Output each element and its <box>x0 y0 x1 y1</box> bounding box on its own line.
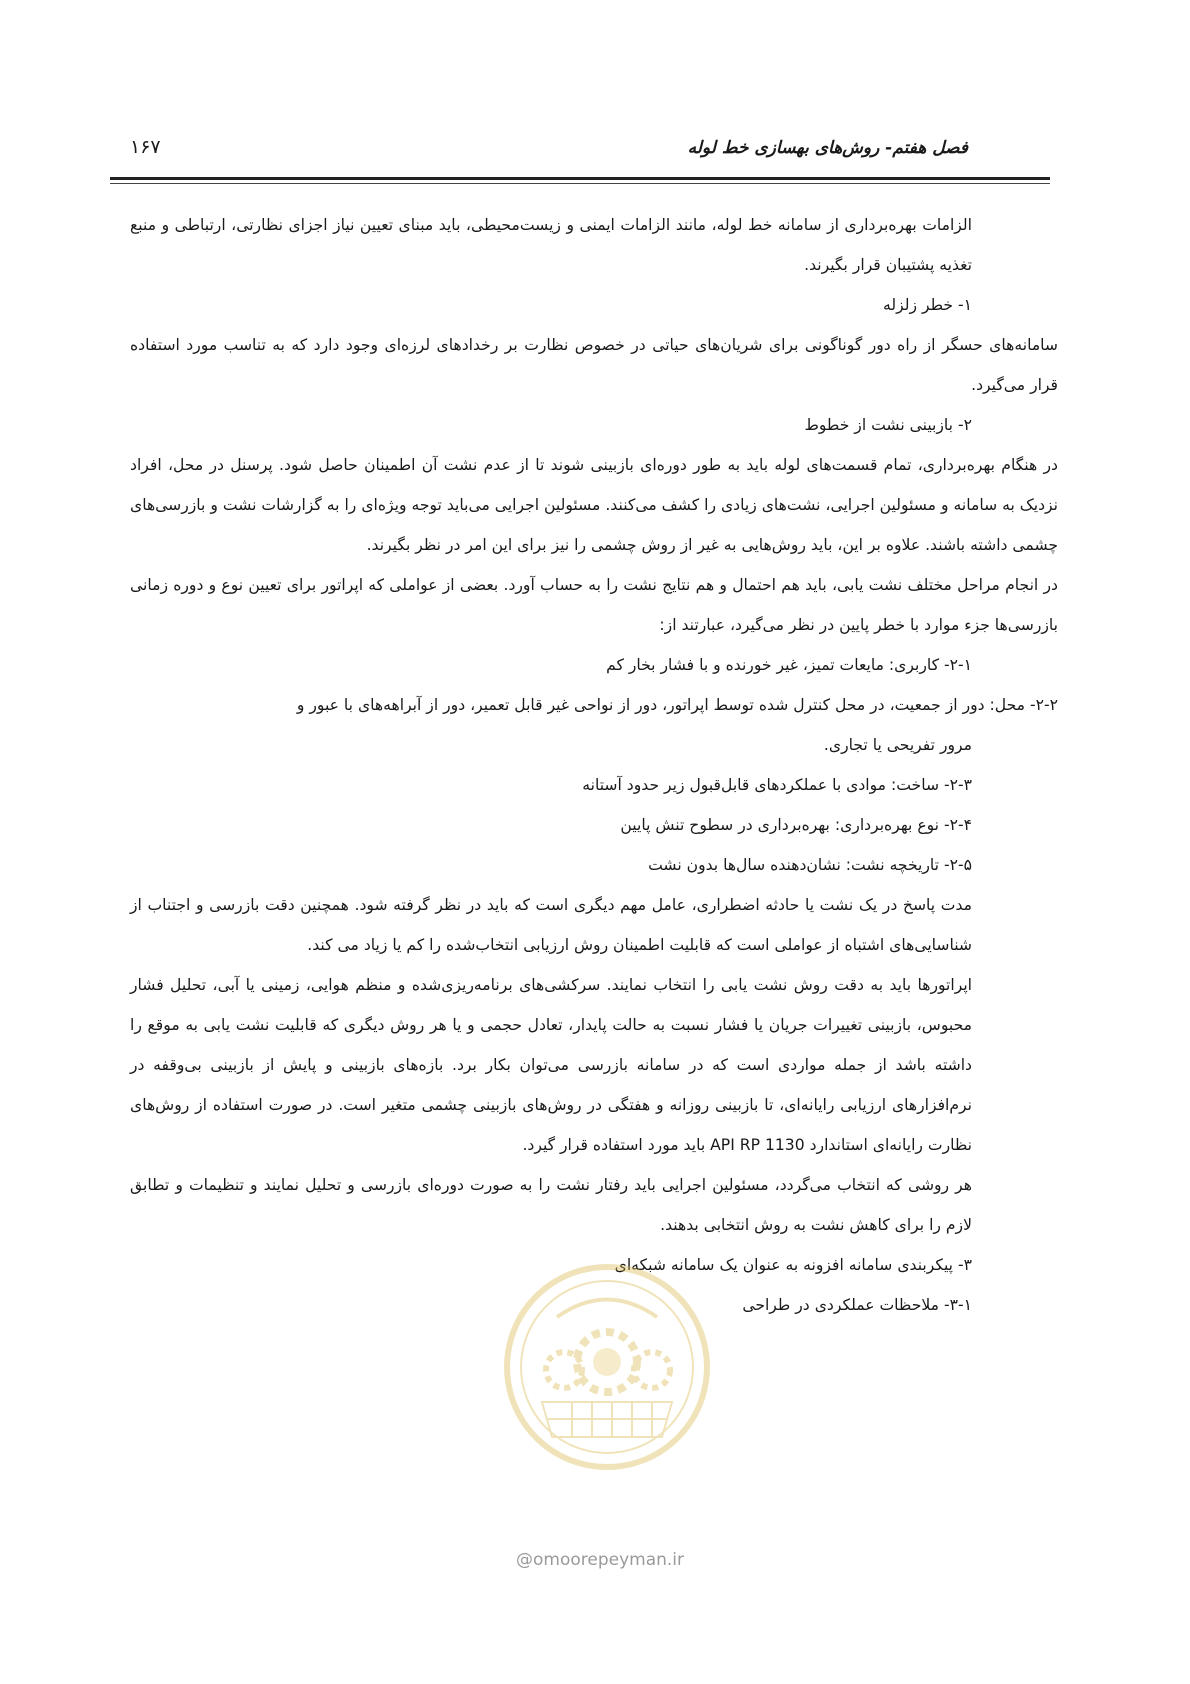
list-item-location: ۲-۲- محل: دور از جمعیت، در محل کنترل شده توسط اپراتور، دور از نواحی غیر قابل تعمیر، دور از آبراهه‌های با عبور و <box>296 696 1058 714</box>
heading-earthquake: ۱- خطر زلزله <box>883 296 972 314</box>
heading-redundant-config: ۳- پیکربندی سامانه افزونه به عنوان یک سامانه شبکه‌ای <box>614 1256 972 1274</box>
paragraph-operators: اپراتورها باید به دقت روش نشت یابی را انتخاب نمایند. سرکشی‌های برنامه‌ریزی‌شده و منظم هوایی، زمینی یا آبی، تحلیل فشار محبوس، بازبینی تغییرات جریان یا فشار نسبت به حالت پایدار، تعادل حجمی و یا هر روش دیگری که قابلیت نشت یابی به موقع را داشته باشد از جمله مواردی است که در سامانه بازرسی می‌توان بکار برد. بازه‌های بازبینی و پایش از بازبینی بی‌وقفه در نرم‌افزارهای ارزیابی رایانه‌ای، تا بازبینی روزانه و هفتگی در روش‌های بازبینی چشمی متغیر است. در صورت استفاده از روش‌های نظارت رایانه‌ای استاندارد API RP 1130 باید مورد استفاده قرار گیرد. <box>130 976 972 1154</box>
heading-leak-inspection: ۲- بازبینی نشت از خطوط <box>804 416 972 434</box>
header-rule-thin <box>110 183 1050 184</box>
body-text <box>130 205 1058 1325</box>
running-header-title: فصل هفتم- روش‌های بهسازی خط لوله <box>687 138 968 158</box>
paragraph-sensors: سامانه‌های حسگر از راه دور گوناگونی برای شریان‌های حیاتی در خصوص نظارت بر رخدادهای لرزه‌ای وجود دارد که به تناسب مورد استفاده قرار می‌گیرد. <box>130 336 1058 394</box>
paragraph-intro: الزامات بهره‌برداری از سامانه خط لوله، مانند الزامات ایمنی و زیست‌محیطی، باید مبنای تعیین نیاز اجزای نظارتی، ارتباطی و منبع تغذیه پشتیبان قرار بگیرند. <box>130 216 972 274</box>
list-item-leak-history: ۲-۵- تاریخچه نشت: نشان‌دهنده سال‌ها بدون نشت <box>648 856 972 874</box>
heading-functional-considerations: ۳-۱- ملاحظات عملکردی در طراحی <box>742 1296 972 1314</box>
list-item-operation-type: ۲-۴- نوع بهره‌برداری: بهره‌برداری در سطوح تنش پایین <box>620 816 972 834</box>
paragraph-any-method: هر روشی که انتخاب می‌گردد، مسئولین اجرایی باید رفتار نشت را به صورت دوره‌ای بازرسی و تحلیل نمایند و تنظیمات و تطابق لازم را برای کاهش نشت به روش انتخابی بدهند. <box>130 1176 972 1234</box>
watermark-url: @omoorepeyman.ir <box>515 1550 685 1570</box>
list-item-construction: ۲-۳- ساخت: موادی با عملکردهای قابل‌قبول زیر حدود آستانه <box>582 776 972 794</box>
paragraph-leak-detection: در انجام مراحل مختلف نشت یابی، باید هم احتمال و هم نتایج نشت را به حساب آورد. بعضی از عواملی که اپراتور برای تعیین نوع و دوره زمانی بازرسی‌ها جزء موارد با خطر پایین در نظر می‌گیرد، عبارتند از: <box>130 576 1058 634</box>
header-rule-thick <box>110 177 1050 180</box>
list-item-location-cont: مرور تفریحی یا تجاری. <box>823 736 972 754</box>
paragraph-operation: در هنگام بهره‌برداری، تمام قسمت‌های لوله باید به طور دوره‌ای بازبینی شوند تا از عدم نشت آن اطمینان حاصل شود. پرسنل در محل، افراد نزدیک به سامانه و مسئولین اجرایی، نشت‌های زیادی را کشف می‌کنند. مسئولین اجرایی می‌باید توجه ویژه‌ای را به گزارشات نشت و بازرسی‌های چشمی داشته باشند. علاوه بر این، باید روش‌هایی به غیر از روش چشمی را نیز برای این امر در نظر بگیرند. <box>130 456 1058 554</box>
paragraph-response-time: مدت پاسخ در یک نشت یا حادثه اضطراری، عامل مهم دیگری است که باید در نظر گرفته شود. همچنین دقت بازرسی و اجتناب از شناسایی‌های اشتباه از عواملی است که قابلیت اطمینان روش ارزیابی انتخاب‌شده را کم یا زیاد می کند. <box>130 896 972 954</box>
page-number: ۱۶۷ <box>130 136 161 158</box>
list-item-usage: ۲-۱- کاربری: مایعات تمیز، غیر خورنده و با فشار بخار کم <box>606 656 972 674</box>
